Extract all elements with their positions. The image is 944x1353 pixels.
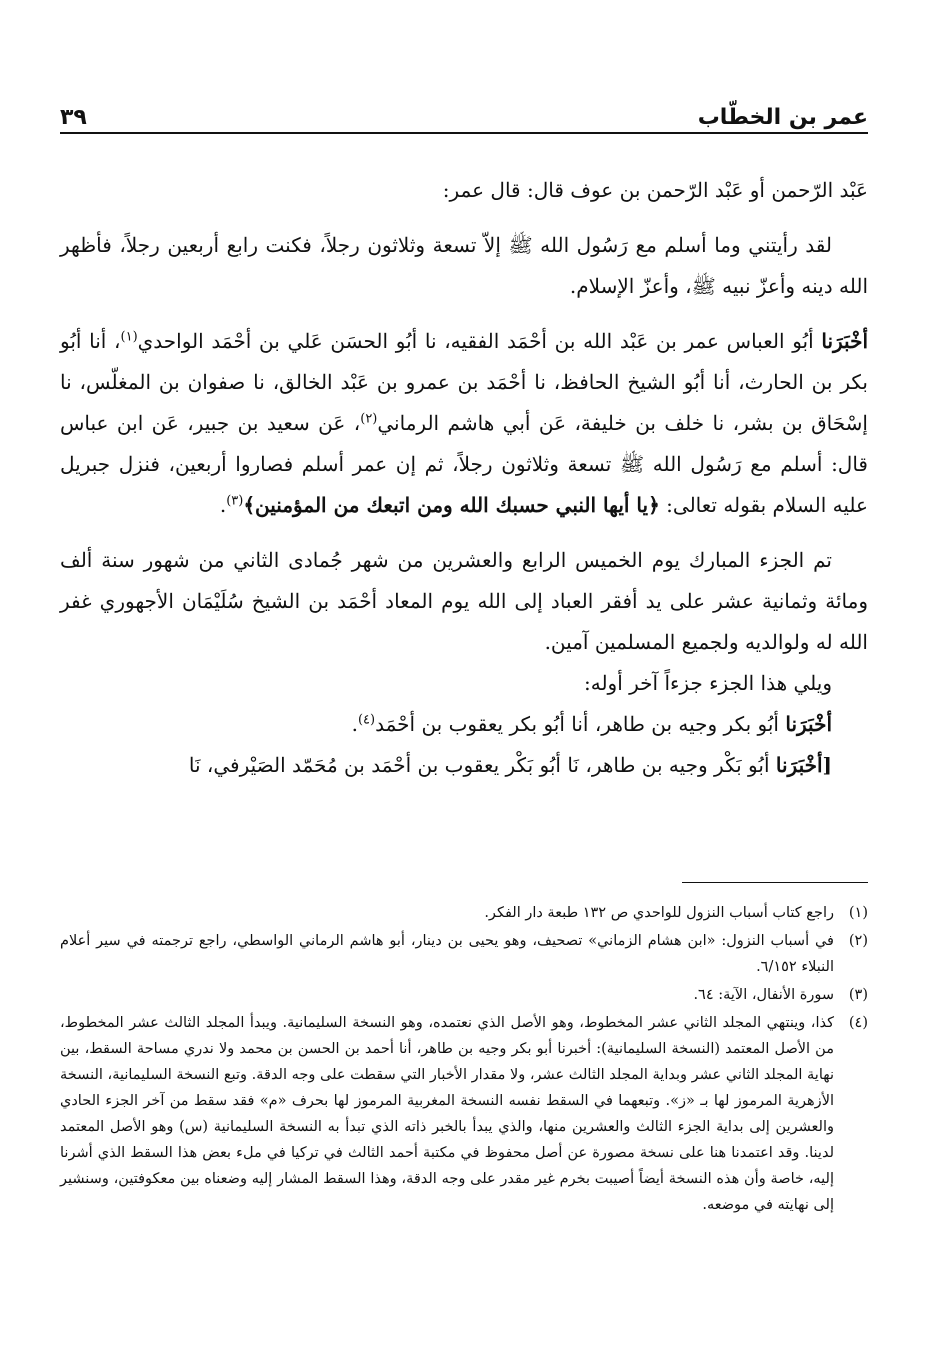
paragraph-6-text: أبُو بكر وجيه بن طاهر، أنا أبُو بكر يعقوب بن أحْمَد: [375, 712, 786, 736]
paragraph-4-colophon: تم الجزء المبارك يوم الخميس الرابع والعشرين من شهر جُمادى الثاني من شهور سنة ألف ومائة وثمانية عشر على يد أفقر العباد إلى الله يوم المعاد أحْمَد بن الشيخ سُلَيْمَان الأجهوري غفر الله له ولوالديه ولجميع المسلمين آمين.: [60, 548, 868, 654]
footnote-item: [60, 982, 868, 1008]
footnote-ref-2: (٢): [360, 411, 378, 427]
hadith-lead-word-2: أخْبَرَنا: [785, 712, 832, 736]
footnote-text: كذا، وينتهي المجلد الثاني عشر المخطوط، وهو الأصل الذي نعتمده، وهو النسخة السليمانية. ويبدأ المجلد الثالث عشر المخطوط، من الأصل المعتمد (النسخة السليمانية): أخبرنا أبو بكر وجيه بن طاهر، أنا أحمد بن الحسن بن محمد ولا ندري مساحة السقط، بين نهاية المجلد الثاني عشر وبداية المجلد الثالث عشر، ولا مقدار الأخبار التي سقطت على وجه الدقة. وتبع النسخة السليمانية، النسخة الأزهرية المرموز لها بـ «ز». وتبعهما في السقط نفسه النسخة المغربية المرموز لها بحرف «م» فقد سقط من آخر الجزء الحادي والعشرين إلى بداية الجزء الثالث والعشرين منها، والذي يبدأ بالخبر ذاته الذي تبدأ به النسخة السليمانية (س) وهو الأصل المعتمد لدينا. وقد اعتمدنا هنا على نسخة مصورة عن أصل محفوظ في مكتبة أحمد الثالث في تركيا في ملء بعض هذا السقط الذي أشرنا إليه، خاصة وأن هذه النسخة أيضاً أصيبت بخرم غير مقدر على وجه الدقة، وهذا السقط المشار إليه وضعناه بين معكوفتين، وسنشير إلى نهايته في موضعه.: [60, 1015, 834, 1213]
page-number: ٣٩: [60, 105, 87, 130]
footnote-ref-4: (٤): [357, 712, 376, 728]
paragraph-6: [60, 704, 868, 745]
hadith-lead-word: أخْبَرَنا: [821, 329, 868, 353]
paragraph-1: عَبْد الرّحمن أو عَبْد الرّحمن بن عوف قال: قال عمر:: [442, 178, 868, 202]
footnote-number: (٢): [848, 933, 868, 949]
paragraph-3-end: .: [219, 493, 227, 517]
footnote-ref-3: (٣): [226, 493, 244, 509]
paragraph-2: لقد رأيتني وما أسلم مع رَسُول الله ﷺ إلاّ تسعة وثلاثون رجلاً، فكنت رابع أربعين رجلاً، فأظهر الله دينه وأعزّ نبيه ﷺ، وأعزّ الإسلام.: [60, 233, 868, 298]
quran-verse: ﴿يا أيها النبي حسبك الله ومن اتبعك من المؤمنين﴾: [243, 493, 660, 517]
footnote-separator: [682, 882, 868, 883]
footnote-ref-1: (١): [120, 329, 138, 345]
isnad-part-2: ، أنا أبُو بكر بن الحارث، أنا أبُو الشيخ الحافظ، نا أحْمَد بن عمرو بن عَبْد الخالق، نا صفوان بن المغلّس، نا إسْحَاق بن بشر، نا خلف بن خليفة، عَن أبي هاشم الرماني: [60, 329, 868, 435]
main-text: [60, 170, 868, 786]
isnad-part-1: أبُو العباس عمر بن عَبْد الله بن أحْمَد الفقيه، نا أبُو الحسَن عَلي بن أحْمَد الواحدي: [137, 329, 822, 353]
paragraph-6-end: .: [351, 712, 358, 736]
footnote-item: [60, 1010, 868, 1218]
footnotes: [60, 900, 868, 1220]
footnote-text: راجع كتاب أسباب النزول للواحدي ص ١٣٢ طبعة دار الفكر.: [484, 905, 834, 921]
footnote-number: (٤): [848, 1015, 868, 1031]
footnote-text: في أسباب النزول: «ابن هشام الزماني» تصحيف، وهو يحيى بن دينار، أبو هاشم الرماني الواسطي، راجع ترجمته في سير أعلام النبلاء ٦/١٥٢.: [60, 933, 834, 975]
paragraph-3: [60, 321, 868, 526]
header-title: عمر بن الخطّاب: [697, 105, 868, 130]
hadith-lead-word-3: [أخْبَرَنا: [775, 753, 832, 777]
book-page: [60, 90, 868, 1330]
footnote-number: (١): [848, 905, 868, 921]
footnote-item: [60, 928, 868, 980]
paragraph-5: ويلي هذا الجزء جزءاً آخر أوله:: [584, 671, 832, 695]
footnote-text: سورة الأنفال، الآية: ٦٤.: [693, 987, 834, 1003]
paragraph-7: [60, 745, 868, 786]
footnote-item: [60, 900, 868, 926]
footnote-number: (٣): [848, 987, 868, 1003]
header-rule: [60, 132, 868, 134]
paragraph-7-text: أبُو بَكْر وجيه بن طاهر، نَا أبُو بَكْر يعقوب بن أحْمَد بن مُحَمّد الصَيْرفي، نَا: [188, 753, 776, 777]
matn-text: ، عَن سعيد بن جبير، عَن ابن عباس قال: أسلم مع رَسُول الله ﷺ تسعة وثلاثون رجلاً، ثم إن عمر أسلم فصاروا أربعين، فنزل جبريل عليه السلام بقوله تعالى:: [60, 411, 868, 517]
running-header: [60, 90, 868, 130]
